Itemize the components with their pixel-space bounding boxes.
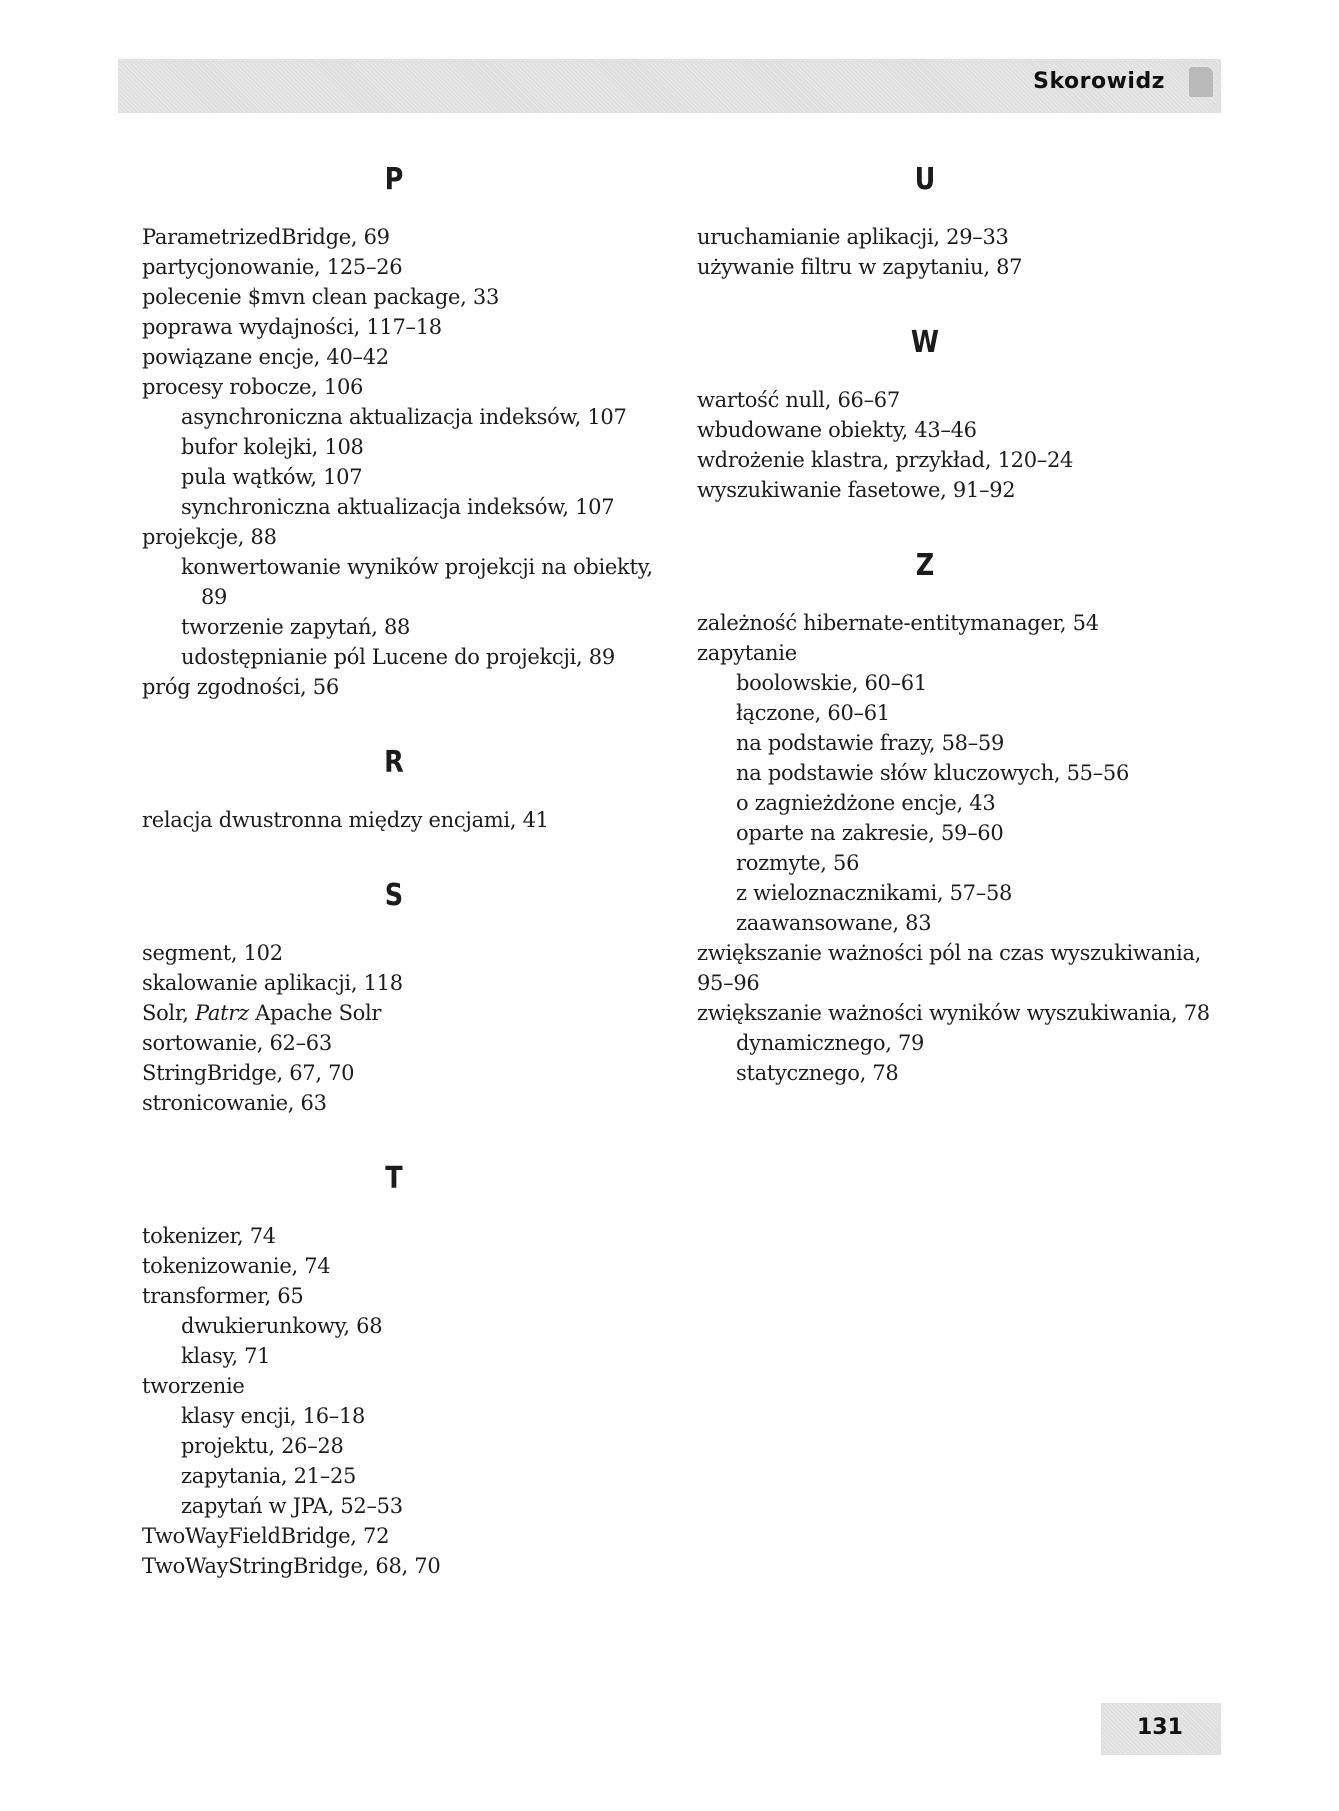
index-entry: wartość null, 66–67: [697, 388, 900, 412]
index-entry: relacja dwustronna między encjami, 41: [142, 808, 549, 832]
index-entry: wdrożenie klastra, przykład, 120–24: [697, 448, 1074, 472]
index-subentry: konwertowanie wyników projekcji na obiekty,: [181, 555, 653, 579]
index-entry: tworzenie: [142, 1374, 245, 1398]
index-entry: skalowanie aplikacji, 118: [142, 971, 403, 995]
index-subentry: o zagnieżdżone encje, 43: [736, 791, 996, 815]
index-subentry: klasy, 71: [181, 1344, 271, 1368]
header-tab-marker: [1189, 67, 1213, 97]
index-subentry: zapytań w JPA, 52–53: [181, 1494, 403, 1518]
running-header: [118, 59, 1221, 113]
index-column-left: [142, 160, 662, 1581]
section-letter-r: R: [384, 745, 404, 780]
index-entry: ParametrizedBridge, 69: [142, 225, 390, 249]
index-entry: poprawa wydajności, 117–18: [142, 315, 442, 339]
index-entry-continuation: 95–96: [697, 971, 760, 995]
section-letter-z: Z: [915, 548, 935, 583]
index-entry: używanie filtru w zapytaniu, 87: [697, 255, 1023, 279]
index-entry: StringBridge, 67, 70: [142, 1061, 355, 1085]
section-letter-u: U: [914, 162, 936, 197]
index-subentry-continuation: 89: [201, 585, 228, 609]
index-subentry: rozmyte, 56: [736, 851, 860, 875]
index-entry: stronicowanie, 63: [142, 1091, 327, 1115]
index-entry-see-reference: [142, 998, 662, 1028]
index-subentry: boolowskie, 60–61: [736, 671, 927, 695]
index-subentry: dynamicznego, 79: [736, 1031, 925, 1055]
index-subentry: zapytania, 21–25: [181, 1464, 357, 1488]
index-subentry: na podstawie słów kluczowych, 55–56: [736, 761, 1130, 785]
index-subentry: tworzenie zapytań, 88: [181, 615, 411, 639]
index-entry: wbudowane obiekty, 43–46: [697, 418, 977, 442]
index-entry: wyszukiwanie fasetowe, 91–92: [697, 478, 1016, 502]
page-number: 131: [1137, 1715, 1183, 1740]
page-number-tab: [1101, 1703, 1221, 1755]
index-subentry: na podstawie frazy, 58–59: [736, 731, 1005, 755]
index-entry: tokenizowanie, 74: [142, 1254, 331, 1278]
index-subentry: dwukierunkowy, 68: [181, 1314, 383, 1338]
index-subentry: klasy encji, 16–18: [181, 1404, 366, 1428]
section-letter-s: S: [384, 878, 404, 913]
index-entry: próg zgodności, 56: [142, 675, 339, 699]
index-subentry: z wieloznacznikami, 57–58: [736, 881, 1013, 905]
index-entry: zwiększanie ważności wyników wyszukiwania, 78: [697, 1001, 1210, 1025]
index-entry: polecenie $mvn clean package, 33: [142, 285, 500, 309]
index-entry: powiązane encje, 40–42: [142, 345, 389, 369]
index-subentry: udostępnianie pól Lucene do projekcji, 89: [181, 645, 615, 669]
index-subentry: synchroniczna aktualizacja indeksów, 107: [181, 495, 615, 519]
index-entry: zapytanie: [697, 641, 797, 665]
index-subentry: projektu, 26–28: [181, 1434, 344, 1458]
index-entry: zależność hibernate-entitymanager, 54: [697, 611, 1099, 635]
section-letter-t: T: [385, 1161, 403, 1196]
index-column-right: [697, 160, 1227, 1088]
index-subentry: bufor kolejki, 108: [181, 435, 364, 459]
section-letter-p: P: [384, 162, 404, 197]
index-entry: sortowanie, 62–63: [142, 1031, 332, 1055]
index-entry: zwiększanie ważności pól na czas wyszukiwania,: [697, 941, 1202, 965]
index-entry: procesy robocze, 106: [142, 375, 364, 399]
index-subentry: statycznego, 78: [736, 1061, 899, 1085]
index-entry: uruchamianie aplikacji, 29–33: [697, 225, 1009, 249]
index-subentry: oparte na zakresie, 59–60: [736, 821, 1004, 845]
index-subentry: pula wątków, 107: [181, 465, 363, 489]
see-reference-target: Apache Solr: [248, 1001, 382, 1025]
see-reference-label: Patrz: [195, 1001, 249, 1025]
index-entry: TwoWayFieldBridge, 72: [142, 1524, 390, 1548]
index-entry: tokenizer, 74: [142, 1224, 276, 1248]
index-subentry: łączone, 60–61: [736, 701, 890, 725]
index-entry: transformer, 65: [142, 1284, 304, 1308]
index-entry: projekcje, 88: [142, 525, 277, 549]
index-entry: segment, 102: [142, 941, 283, 965]
index-entry: partycjonowanie, 125–26: [142, 255, 403, 279]
section-letter-w: W: [910, 325, 940, 360]
index-entry: TwoWayStringBridge, 68, 70: [142, 1554, 441, 1578]
index-subentry: zaawansowane, 83: [736, 911, 932, 935]
index-subentry: asynchroniczna aktualizacja indeksów, 107: [181, 405, 627, 429]
entry-term: Solr,: [142, 1001, 196, 1025]
running-header-title: Skorowidz: [1033, 69, 1165, 94]
